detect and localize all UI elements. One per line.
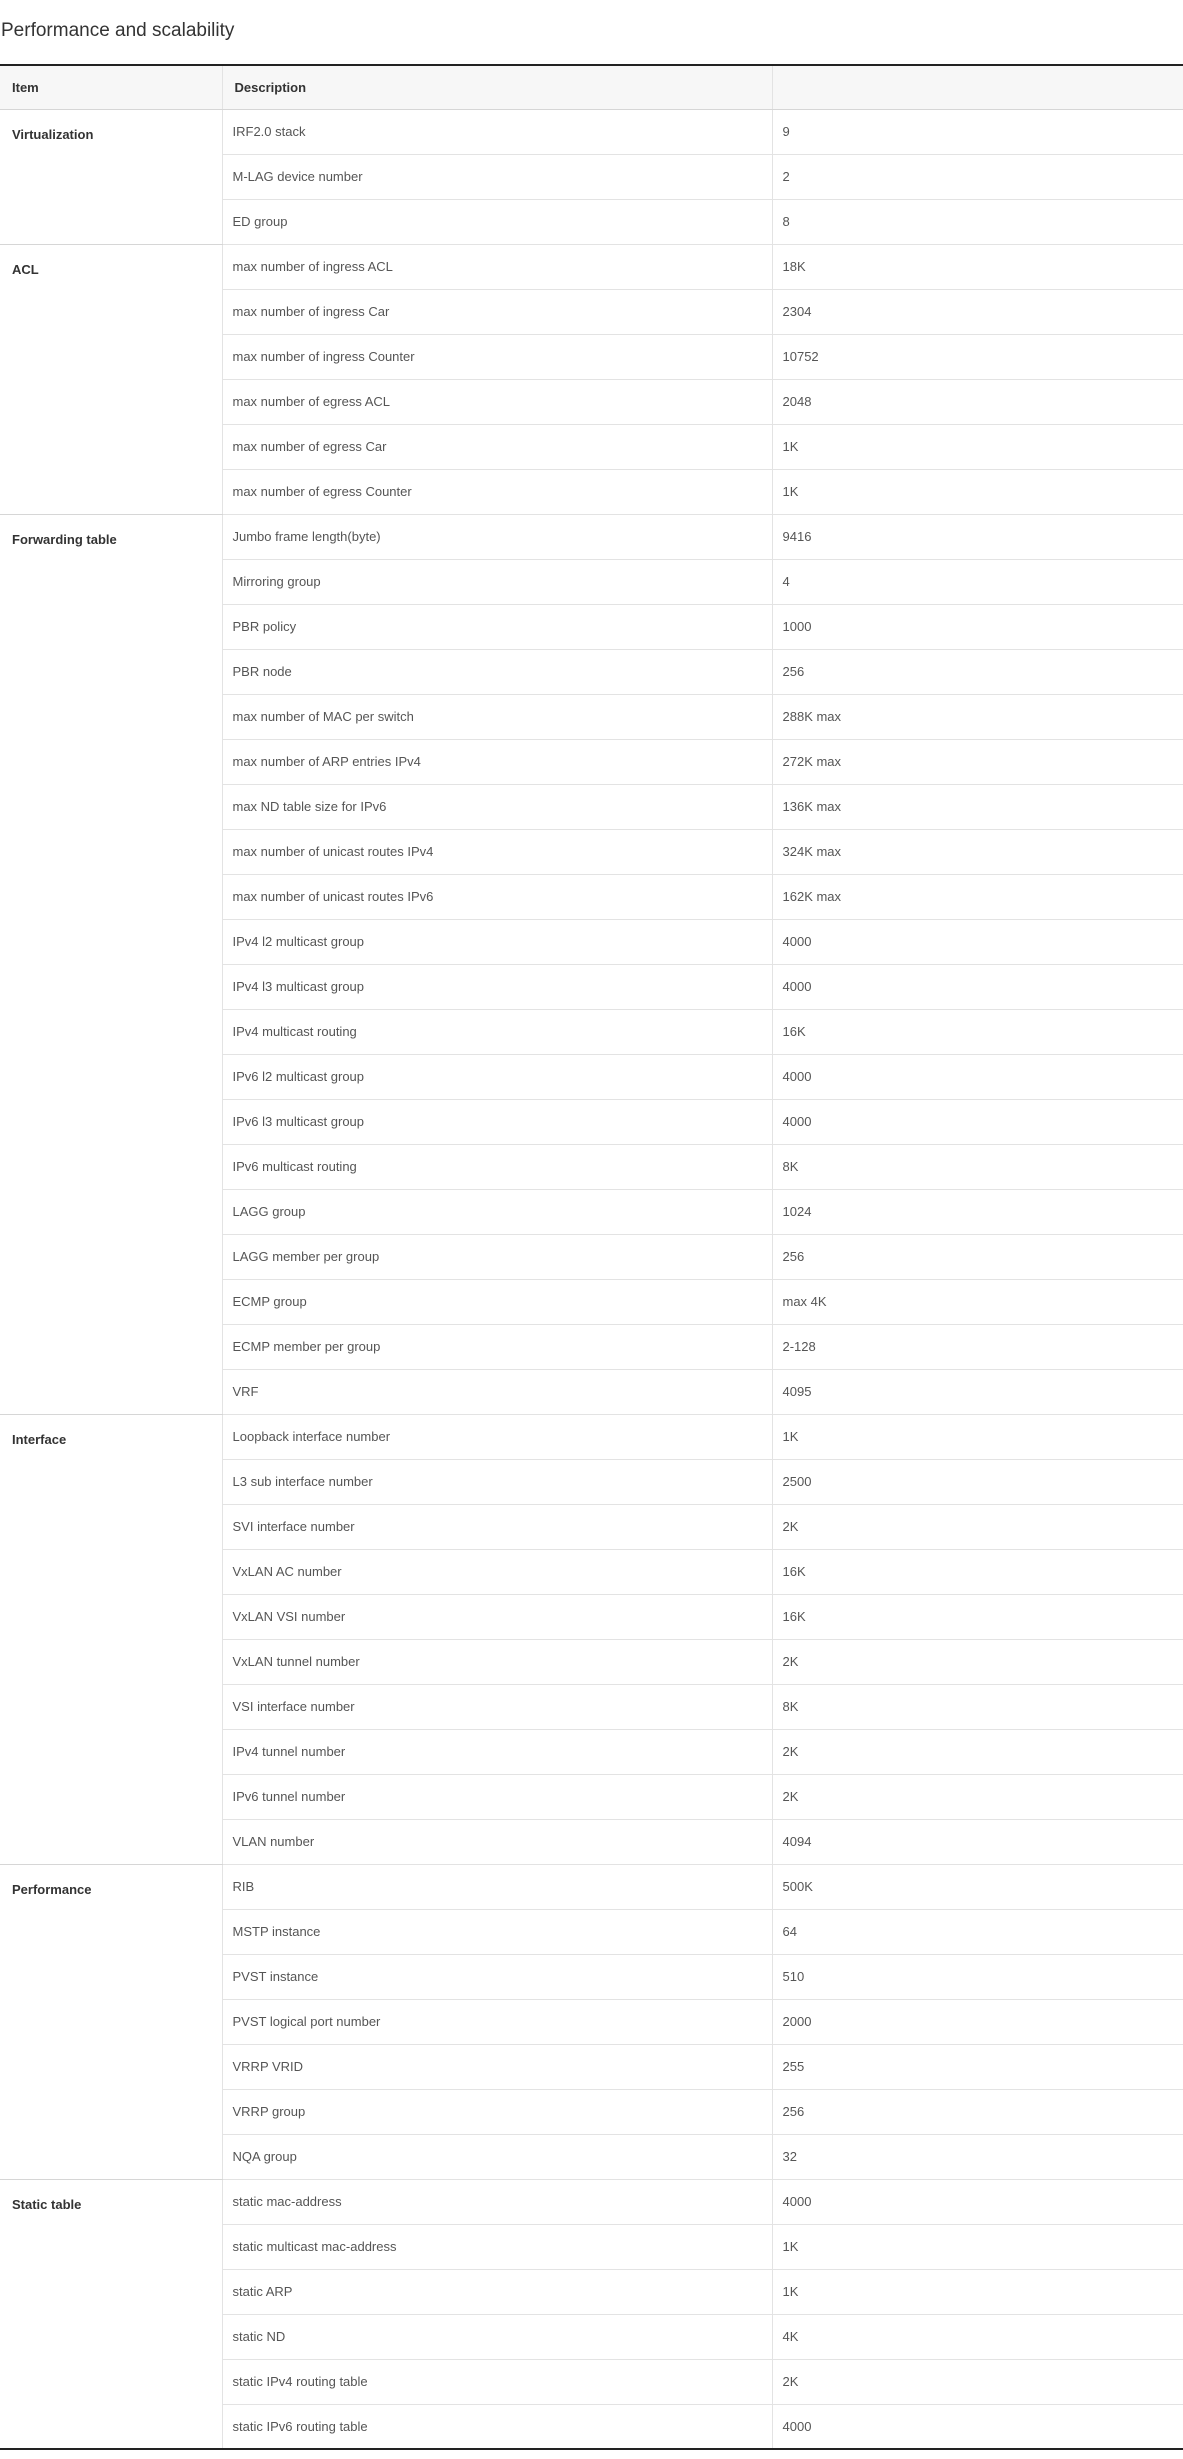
row-description: VxLAN tunnel number <box>222 1639 772 1684</box>
row-description: VSI interface number <box>222 1684 772 1729</box>
row-value: 255 <box>772 2044 1183 2089</box>
row-description: max number of ingress ACL <box>222 244 772 289</box>
row-value: 2000 <box>772 1999 1183 2044</box>
row-description: IPv4 l2 multicast group <box>222 919 772 964</box>
row-description: max number of MAC per switch <box>222 694 772 739</box>
row-description: static IPv6 routing table <box>222 2404 772 2449</box>
row-value: 324K max <box>772 829 1183 874</box>
row-description: Jumbo frame length(byte) <box>222 514 772 559</box>
row-description: IRF2.0 stack <box>222 109 772 154</box>
page-title: Performance and scalability <box>1 20 235 41</box>
row-description: IPv6 l3 multicast group <box>222 1099 772 1144</box>
row-description: MSTP instance <box>222 1909 772 1954</box>
row-value: 9 <box>772 109 1183 154</box>
row-value: 256 <box>772 1234 1183 1279</box>
table-header-row <box>0 65 1183 109</box>
row-description: max number of unicast routes IPv6 <box>222 874 772 919</box>
row-description: VRF <box>222 1369 772 1414</box>
row-description: max ND table size for IPv6 <box>222 784 772 829</box>
row-description: Mirroring group <box>222 559 772 604</box>
row-value: 8K <box>772 1144 1183 1189</box>
header-description: Description <box>222 65 772 109</box>
row-group-item: ACL <box>0 244 222 514</box>
row-value: 2K <box>772 1504 1183 1549</box>
row-description: PVST logical port number <box>222 1999 772 2044</box>
row-value: 4000 <box>772 1054 1183 1099</box>
row-description: static ND <box>222 2314 772 2359</box>
row-description: PBR node <box>222 649 772 694</box>
row-description: LAGG member per group <box>222 1234 772 1279</box>
row-group-item: Virtualization <box>0 109 222 244</box>
row-description: SVI interface number <box>222 1504 772 1549</box>
row-description: RIB <box>222 1864 772 1909</box>
header-item: Item <box>0 65 222 109</box>
row-value: 4095 <box>772 1369 1183 1414</box>
row-value: 256 <box>772 649 1183 694</box>
row-description: ECMP member per group <box>222 1324 772 1369</box>
row-description: M-LAG device number <box>222 154 772 199</box>
row-value: 288K max <box>772 694 1183 739</box>
table-row <box>0 109 1183 154</box>
row-value: 16K <box>772 1549 1183 1594</box>
row-value: 2048 <box>772 379 1183 424</box>
table-row <box>0 2179 1183 2224</box>
row-description: max number of ingress Car <box>222 289 772 334</box>
row-description: max number of egress ACL <box>222 379 772 424</box>
row-value: 4094 <box>772 1819 1183 1864</box>
row-description: NQA group <box>222 2134 772 2179</box>
row-group-item: Static table <box>0 2179 222 2449</box>
row-value: 64 <box>772 1909 1183 1954</box>
row-value: 1024 <box>772 1189 1183 1234</box>
row-value: 4 <box>772 559 1183 604</box>
row-value: 8 <box>772 199 1183 244</box>
row-description: max number of egress Counter <box>222 469 772 514</box>
row-group-item: Performance <box>0 1864 222 2179</box>
table-row <box>0 514 1183 559</box>
row-group-item: Interface <box>0 1414 222 1864</box>
row-description: IPv4 l3 multicast group <box>222 964 772 1009</box>
row-description: IPv4 multicast routing <box>222 1009 772 1054</box>
row-value: 2-128 <box>772 1324 1183 1369</box>
row-value: 1K <box>772 2269 1183 2314</box>
row-description: VxLAN VSI number <box>222 1594 772 1639</box>
table-row <box>0 1414 1183 1459</box>
row-value: 2K <box>772 1639 1183 1684</box>
row-description: IPv4 tunnel number <box>222 1729 772 1774</box>
row-description: VLAN number <box>222 1819 772 1864</box>
row-description: static mac-address <box>222 2179 772 2224</box>
row-description: static ARP <box>222 2269 772 2314</box>
table-row <box>0 1864 1183 1909</box>
row-value: 4000 <box>772 2179 1183 2224</box>
row-description: IPv6 tunnel number <box>222 1774 772 1819</box>
row-value: 10752 <box>772 334 1183 379</box>
row-value: 136K max <box>772 784 1183 829</box>
row-value: 1K <box>772 1414 1183 1459</box>
row-description: IPv6 multicast routing <box>222 1144 772 1189</box>
row-description: static multicast mac-address <box>222 2224 772 2269</box>
row-value: 2K <box>772 1774 1183 1819</box>
row-value: 510 <box>772 1954 1183 1999</box>
row-description: IPv6 l2 multicast group <box>222 1054 772 1099</box>
row-value: 272K max <box>772 739 1183 784</box>
row-description: Loopback interface number <box>222 1414 772 1459</box>
row-description: ECMP group <box>222 1279 772 1324</box>
row-value: 1K <box>772 2224 1183 2269</box>
row-value: 9416 <box>772 514 1183 559</box>
row-description: VxLAN AC number <box>222 1549 772 1594</box>
row-description: ED group <box>222 199 772 244</box>
row-value: 32 <box>772 2134 1183 2179</box>
row-description: max number of egress Car <box>222 424 772 469</box>
row-value: 16K <box>772 1594 1183 1639</box>
row-value: 1K <box>772 469 1183 514</box>
row-description: VRRP group <box>222 2089 772 2134</box>
row-value: max 4K <box>772 1279 1183 1324</box>
row-description: PVST instance <box>222 1954 772 1999</box>
table-row <box>0 244 1183 289</box>
row-value: 1000 <box>772 604 1183 649</box>
row-value: 162K max <box>772 874 1183 919</box>
row-description: max number of ARP entries IPv4 <box>222 739 772 784</box>
row-group-item: Forwarding table <box>0 514 222 1414</box>
row-description: VRRP VRID <box>222 2044 772 2089</box>
header-value <box>772 65 1183 109</box>
row-description: max number of unicast routes IPv4 <box>222 829 772 874</box>
row-value: 4000 <box>772 1099 1183 1144</box>
row-value: 4000 <box>772 2404 1183 2449</box>
table-body <box>0 109 1183 2449</box>
row-description: LAGG group <box>222 1189 772 1234</box>
row-value: 2500 <box>772 1459 1183 1504</box>
row-value: 2K <box>772 2359 1183 2404</box>
row-value: 2K <box>772 1729 1183 1774</box>
row-value: 256 <box>772 2089 1183 2134</box>
row-value: 1K <box>772 424 1183 469</box>
row-value: 18K <box>772 244 1183 289</box>
row-value: 500K <box>772 1864 1183 1909</box>
row-value: 4K <box>772 2314 1183 2359</box>
row-value: 2304 <box>772 289 1183 334</box>
row-description: max number of ingress Counter <box>222 334 772 379</box>
row-description: PBR policy <box>222 604 772 649</box>
performance-scalability-table <box>0 64 1183 2450</box>
row-value: 16K <box>772 1009 1183 1054</box>
row-value: 8K <box>772 1684 1183 1729</box>
row-value: 4000 <box>772 964 1183 1009</box>
row-value: 2 <box>772 154 1183 199</box>
row-description: L3 sub interface number <box>222 1459 772 1504</box>
row-value: 4000 <box>772 919 1183 964</box>
row-description: static IPv4 routing table <box>222 2359 772 2404</box>
